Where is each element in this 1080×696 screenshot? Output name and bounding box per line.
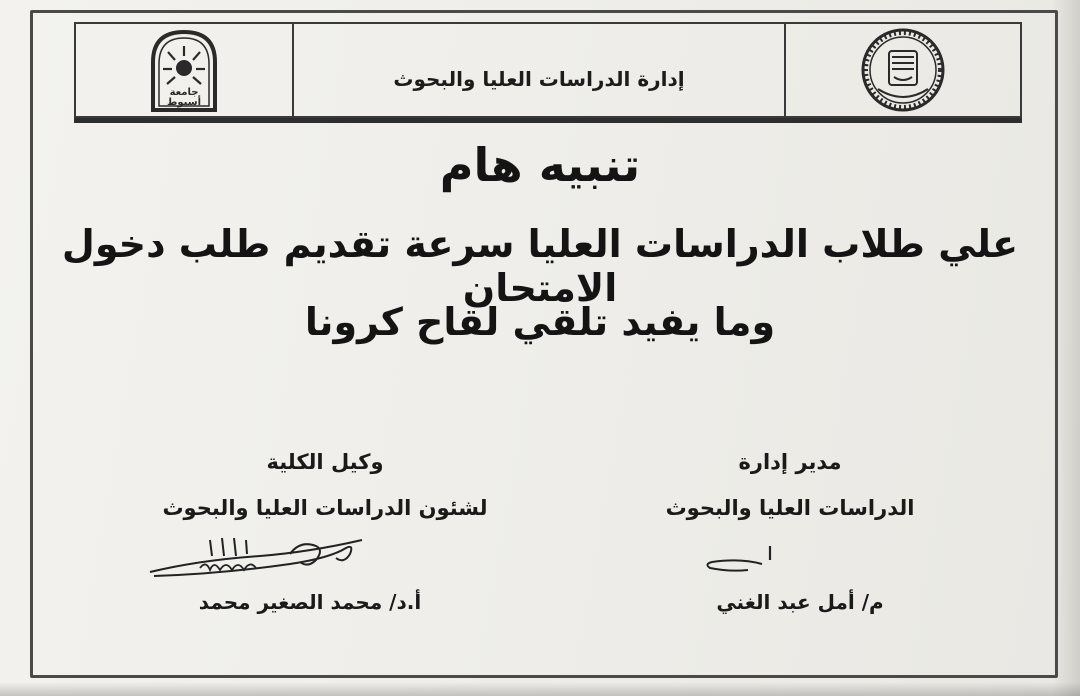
notice-body-line-2: وما يفيد تلقي لقاح كرونا [304,300,776,344]
logo-text-line1: جامعة [169,87,199,98]
page-bottom-shadow [0,682,1080,696]
signatory-right-role-line1: مدير إدارة [738,450,842,474]
department-title: إدارة الدراسات العليا والبحوث [393,67,685,91]
signature-left-icon [140,530,380,590]
faculty-seal-icon [858,27,948,113]
signatory-left-role-line1: وكيل الكلية [266,450,384,474]
signatory-left-name: أ.د/ محمد الصغير محمد [198,590,422,614]
signature-right-icon [700,540,790,580]
header-divider [74,118,1022,123]
notice-body-line-1: علي طلاب الدراسات العليا سرعة تقديم طلب دخول الامتحان [61,222,1019,310]
letterhead [74,22,1022,118]
logo-text-line2: أسيوط [167,97,201,108]
notice-title: تنبيه هام [439,138,641,192]
signatory-right-name: م/ أمل عبد الغني [716,590,884,614]
department-title-cell [294,24,786,116]
signatory-left-role-line2: لشئون الدراسات العليا والبحوث [162,496,488,520]
page-edge-shadow [1052,0,1080,696]
signatory-right-role-line2: الدراسات العليا والبحوث [665,496,915,520]
university-logo-cell [76,24,294,116]
signatory-block-left [120,450,530,520]
university-logo-icon [147,28,221,112]
faculty-seal-cell [786,24,1020,116]
signatory-block-right [640,450,940,520]
